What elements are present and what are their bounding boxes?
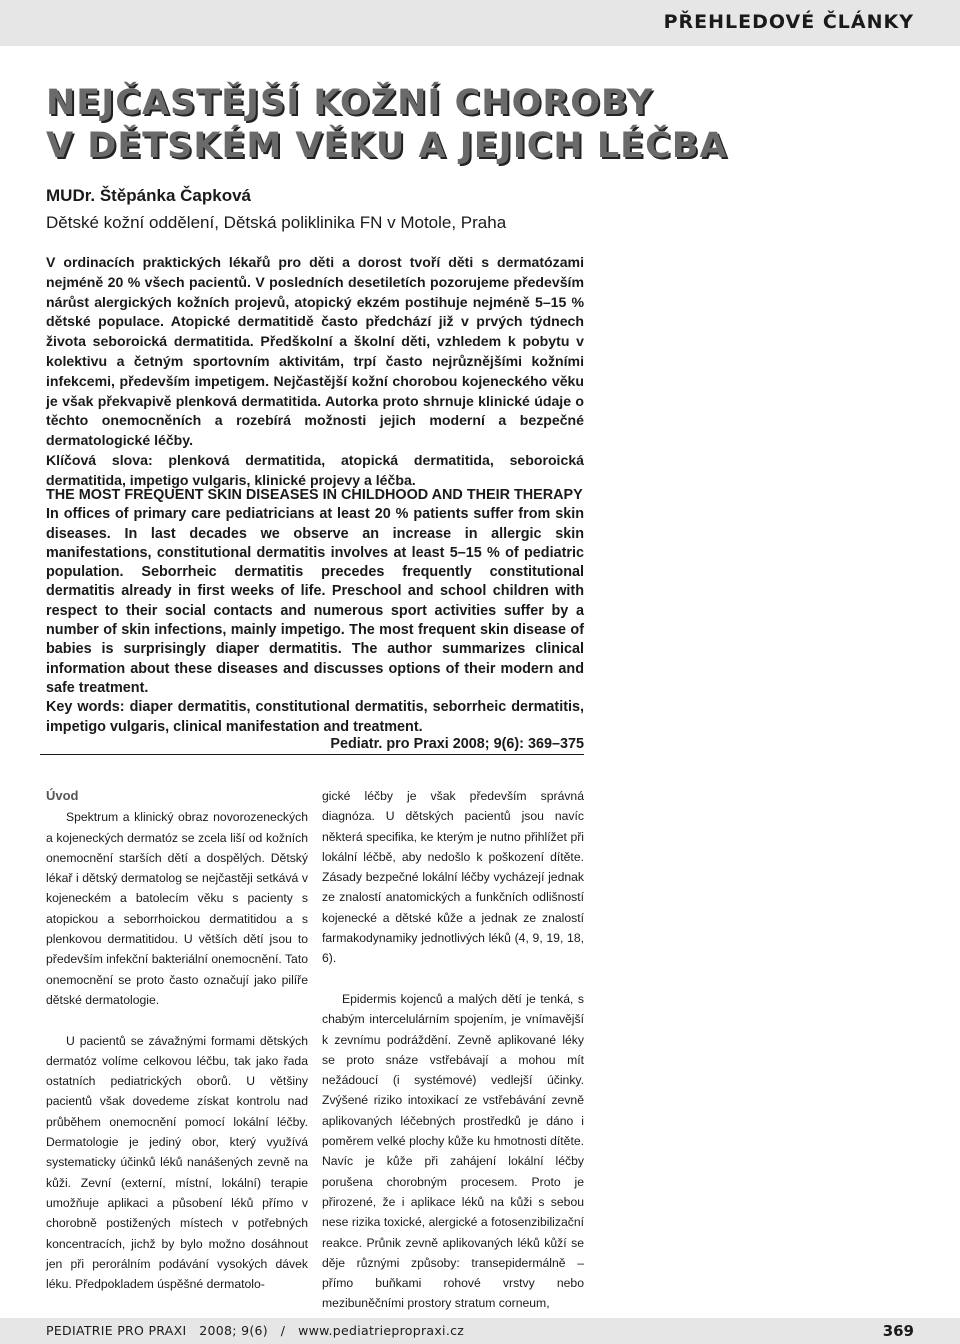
abstract-czech-text: V ordinacích praktických lékařů pro děti a dorost tvoří děti s dermatózami nejméně 20 % všech pacientů. V posledních desetiletích pozorujeme především nárůst alergických kožních projevů, atopický ekzém postihuje nejméně 5–15 % dětské populace. Atopické dermatitidě často předchází již v prvých týdnech života seboroická dermatitida. Předškolní a školní děti, vzhledem k pobytu v kolektivu a četným sportovním aktivitám, trpí často nejrůznějšími kožními infekcemi, především impetigem. Nejčastější kožní chorobou kojeneckého věku je však překvapivě plenková dermatitida. Autorka proto shrnuje klinické údaje o těchto onemocněních a rozebírá možnosti jejich moderní a bezpečné dermatologické léčby. xyxy=(46,254,584,449)
author-affiliation: Dětské kožní oddělení, Dětská poliklinika FN v Motole, Praha xyxy=(46,213,507,232)
author-name: MUDr. Štěpánka Čapková xyxy=(46,186,252,205)
journal-footer: PEDIATRIE PRO PRAXI 2008; 9(6) / www.pediatriepropraxi.cz xyxy=(46,1323,465,1338)
body-paragraph: Spektrum a klinický obraz novorozeneckých a kojeneckých dermatóz se zcela liší od kožních onemocnění starších dětí a dospělých. Dětský lékař i dětský dermatolog se nejčastěji setkává v kojeneckém a batolecím věku s pacienty s atopickou a seborrhoickou dermatitidou a s plenkovou dermatitidou. U větších dětí jsou to především infekční bakteriální onemocnění. Tato onemocnění se proto často označují jako pilíře dětské dermatologie. xyxy=(46,810,308,1007)
citation: Pediatr. pro Praxi 2008; 9(6): 369–375 xyxy=(40,736,584,755)
section-heading-intro: Úvod xyxy=(46,788,79,803)
article-title xyxy=(46,82,926,168)
body-paragraph: Epidermis kojenců a malých dětí je tenká, s chabým intercelulárním spojením, je vnímavější k zevnímu podráždění. Zevně aplikované léky se proto snáze vstřebávají a mohou mít nežádoucí (i systémové) vedlejší účinky. Zvýšené riziko intoxikací ze vstřebávání zevně aplikovaných léčebných prostředků je dáno i poměrem velké plochy kůže ku hmotnosti dítěte. Navíc je kůže při zahájení lokální léčby porušena chorobným procesem. Proto je přirozené, že i aplikace léků na kůži s sebou nese rizika toxické, alergické a fotosenzibilizační reakce. Průnik zevně aplikovaných léků kůží se děje různými způsoby: transepidermálně – přímo buňkami rohové vrstvy nebo mezibuněčními prostory stratum corneum, xyxy=(322,991,584,1311)
keywords-english: Key words: diaper dermatitis, constitutional dermatitis, seborrheic dermatitis, impetigo vulgaris, clinical manifestation and treatment. xyxy=(46,699,584,735)
abstract-czech xyxy=(46,253,584,491)
header-bar xyxy=(0,0,960,46)
body-paragraph: gické léčby je však především správná diagnóza. U dětských pacientů jsou navíc některá specifika, ke kterým je nutno přihlížet při lokální léčbě, aby nedošlo k poškození dítěte. Zásady bezpečné lokální léčby vycházejí jednak ze znalostí anatomických a funkčních odlišností kojenecké a dětské kůže a jednak ze znalostí farmakodynamiky jednotlivých léků (4, 9, 19, 18, 6). xyxy=(322,789,584,966)
section-label: PŘEHLEDOVÉ ČLÁNKY xyxy=(663,11,914,33)
abstract-english-text: In offices of primary care pediatricians at least 20 % patients suffer from skin diseases. In last decades we observe an increase in allergic skin manifestations, constitutional dermatitis involves at least 5–15 % of pediatric population. Seborrheic dermatitis precedes frequently constitutional dermatitis already in first weeks of life. Preschool and school children with respect to their social contacts and numerous sport activities suffer by a number of skin infections, mainly impetigo. The most frequent skin disease of babies is surprisingly diaper dermatitis. The author summarizes clinical information about these diseases and discusses options of their modern and safe treatment. xyxy=(46,506,584,696)
body-column-left xyxy=(46,786,308,1294)
english-title: THE MOST FREQUENT SKIN DISEASES IN CHILDHOOD AND THEIR THERAPY xyxy=(46,487,583,503)
abstract-english xyxy=(46,486,584,737)
article-title-line-2: V DĚTSKÉM VĚKU A JEJICH LÉČBA xyxy=(46,126,728,166)
body-paragraph: U pacientů se závažnými formami dětských dermatóz volíme celkovou léčbu, tak jako řada ostatních pediatrických oborů. U většiny pacientů však dovedeme získat kontrolu nad průběhem onemocnění pomocí lokální léčby. Dermatologie je jediný obor, který využívá systematicky účinků léků nanášených zevně na kůži. Zevní (externí, místní, lokální) terapie umožňuje aplikaci a působení léků přímo v chorobně postižených místech v potřebných koncentracích, jichž by bylo možno dosáhnout jen při perorálním podávání vysokých dávek léku. Předpokladem úspěšné dermatolo- xyxy=(46,1033,308,1292)
article-title-line-1: NEJČASTĚJŠÍ KOŽNÍ CHOROBY xyxy=(46,83,654,123)
body-column-right xyxy=(322,786,584,1314)
keywords-czech: Klíčová slova: plenková dermatitida, atopická dermatitida, seboroická dermatitida, impetigo vulgaris, klinické projevy a léčba. xyxy=(46,451,584,488)
page-number: 369 xyxy=(882,1322,914,1340)
